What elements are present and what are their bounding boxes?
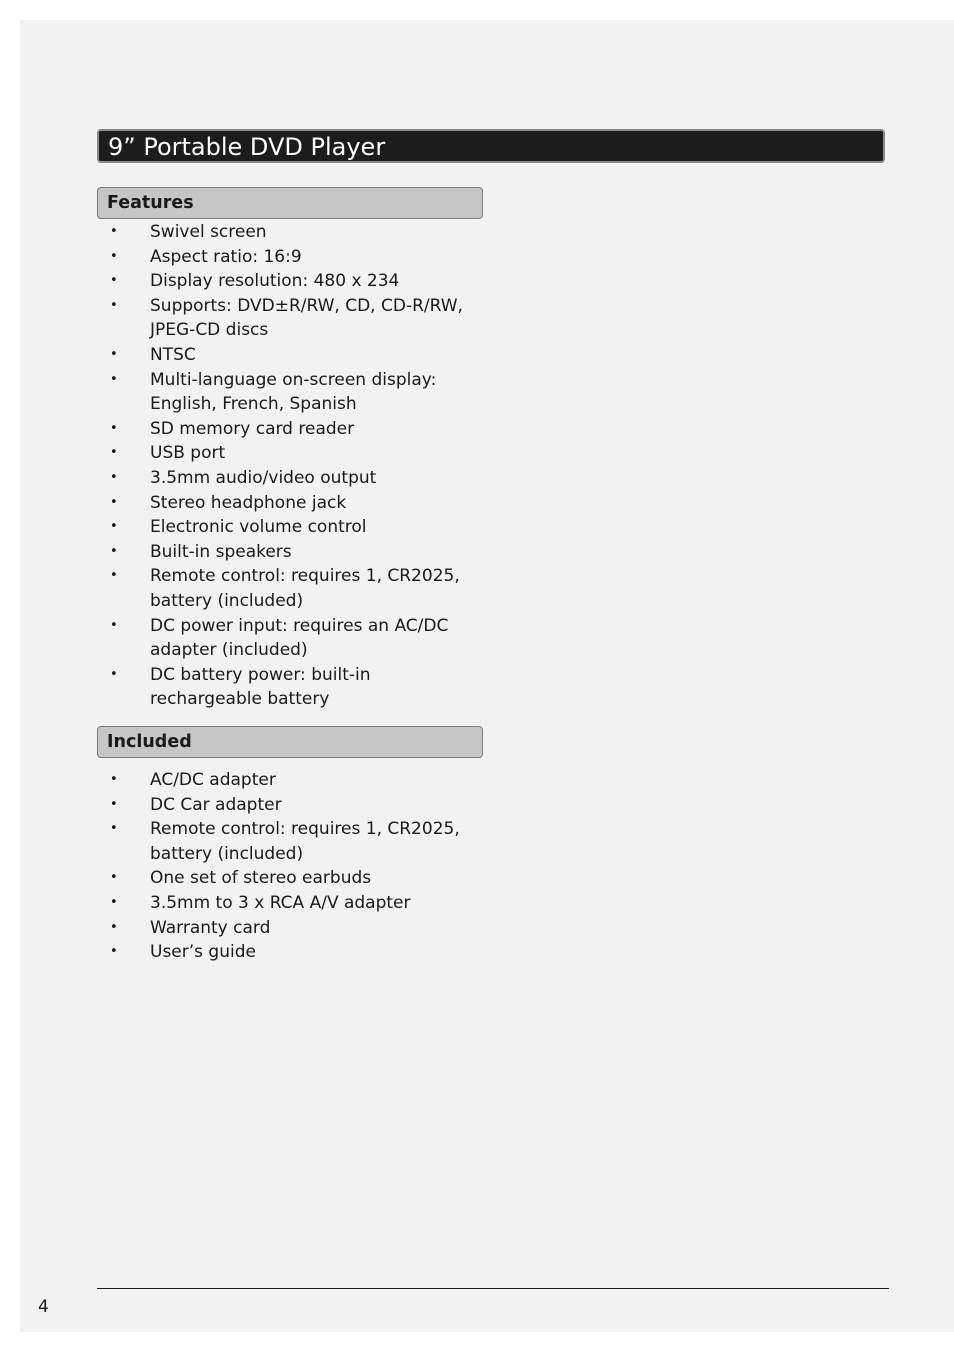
list-item-text: DC Car adapter bbox=[150, 794, 282, 815]
list-item-text: NTSC bbox=[150, 344, 196, 365]
bullet-icon: • bbox=[110, 796, 118, 812]
bullet-icon: • bbox=[110, 568, 118, 584]
list-item bbox=[97, 564, 517, 613]
list-item bbox=[97, 491, 517, 516]
list-item-text: battery (included) bbox=[150, 843, 304, 864]
list-item bbox=[97, 515, 517, 540]
list-item bbox=[97, 793, 517, 818]
bullet-icon: • bbox=[110, 666, 118, 682]
bullet-icon: • bbox=[110, 944, 118, 960]
list-item-text: Warranty card bbox=[150, 917, 271, 938]
bullet-icon: • bbox=[110, 346, 118, 362]
list-item bbox=[97, 614, 517, 663]
features-heading: Features bbox=[97, 187, 483, 219]
page-title-bar bbox=[97, 129, 885, 163]
list-item bbox=[97, 940, 517, 965]
list-item-text: English, French, Spanish bbox=[150, 394, 357, 415]
list-item-text: DC power input: requires an AC/DC bbox=[150, 615, 449, 636]
list-item bbox=[97, 663, 517, 712]
list-item-text: Aspect ratio: 16:9 bbox=[150, 246, 302, 267]
list-item-text: JPEG-CD discs bbox=[150, 320, 269, 341]
list-item bbox=[97, 540, 517, 565]
list-item-text: USB port bbox=[150, 443, 226, 464]
list-item bbox=[97, 441, 517, 466]
list-item bbox=[97, 368, 517, 417]
list-item-text: 3.5mm to 3 x RCA A/V adapter bbox=[150, 892, 411, 913]
bullet-icon: • bbox=[110, 870, 118, 886]
bullet-icon: • bbox=[110, 224, 118, 239]
bullet-icon: • bbox=[110, 469, 118, 485]
list-item-text: 3.5mm audio/video output bbox=[150, 467, 377, 488]
features-list bbox=[97, 220, 517, 712]
list-item bbox=[97, 294, 517, 343]
list-item-text: DC battery power: built-in bbox=[150, 664, 371, 685]
included-heading: Included bbox=[97, 726, 483, 758]
bullet-icon: • bbox=[110, 297, 118, 313]
list-item bbox=[97, 817, 517, 866]
list-item bbox=[97, 891, 517, 916]
list-item-text: Supports: DVD±R/RW, CD, CD-R/RW, bbox=[150, 295, 463, 316]
list-item-text: rechargeable battery bbox=[150, 689, 330, 710]
list-item bbox=[97, 245, 517, 270]
list-item bbox=[97, 220, 517, 245]
bullet-icon: • bbox=[110, 273, 118, 289]
page-title: 9” Portable DVD Player bbox=[108, 133, 386, 161]
list-item bbox=[97, 866, 517, 891]
list-item-text: Electronic volume control bbox=[150, 517, 367, 538]
list-item-text: Display resolution: 480 x 234 bbox=[150, 271, 400, 292]
list-item bbox=[97, 343, 517, 368]
list-item-text: AC/DC adapter bbox=[150, 770, 276, 790]
list-item-text: Swivel screen bbox=[150, 222, 267, 242]
list-item-text: Remote control: requires 1, CR2025, bbox=[150, 566, 460, 587]
list-item-text: User’s guide bbox=[150, 942, 256, 963]
bullet-icon: • bbox=[110, 821, 118, 837]
bullet-icon: • bbox=[110, 371, 118, 387]
list-item-text: One set of stereo earbuds bbox=[150, 868, 372, 889]
list-item-text: Stereo headphone jack bbox=[150, 492, 347, 513]
list-item bbox=[97, 417, 517, 442]
list-item-text: Multi-language on-screen display: bbox=[150, 369, 437, 390]
footer-divider bbox=[97, 1288, 889, 1289]
list-item bbox=[97, 768, 517, 793]
list-item bbox=[97, 916, 517, 941]
bullet-icon: • bbox=[110, 772, 118, 787]
bullet-icon: • bbox=[110, 617, 118, 633]
bullet-icon: • bbox=[110, 519, 118, 535]
page-number: 4 bbox=[38, 1297, 49, 1317]
list-item bbox=[97, 269, 517, 294]
list-item-text: battery (included) bbox=[150, 590, 304, 611]
bullet-icon: • bbox=[110, 919, 118, 935]
list-item bbox=[97, 466, 517, 491]
bullet-icon: • bbox=[110, 248, 118, 264]
bullet-icon: • bbox=[110, 445, 118, 461]
bullet-icon: • bbox=[110, 543, 118, 559]
list-item-text: Built-in speakers bbox=[150, 541, 292, 562]
list-item-text: SD memory card reader bbox=[150, 418, 355, 439]
list-item-text: Remote control: requires 1, CR2025, bbox=[150, 819, 460, 840]
included-list bbox=[97, 768, 517, 965]
bullet-icon: • bbox=[110, 494, 118, 510]
bullet-icon: • bbox=[110, 420, 118, 436]
list-item-text: adapter (included) bbox=[150, 640, 308, 661]
bullet-icon: • bbox=[110, 894, 118, 910]
